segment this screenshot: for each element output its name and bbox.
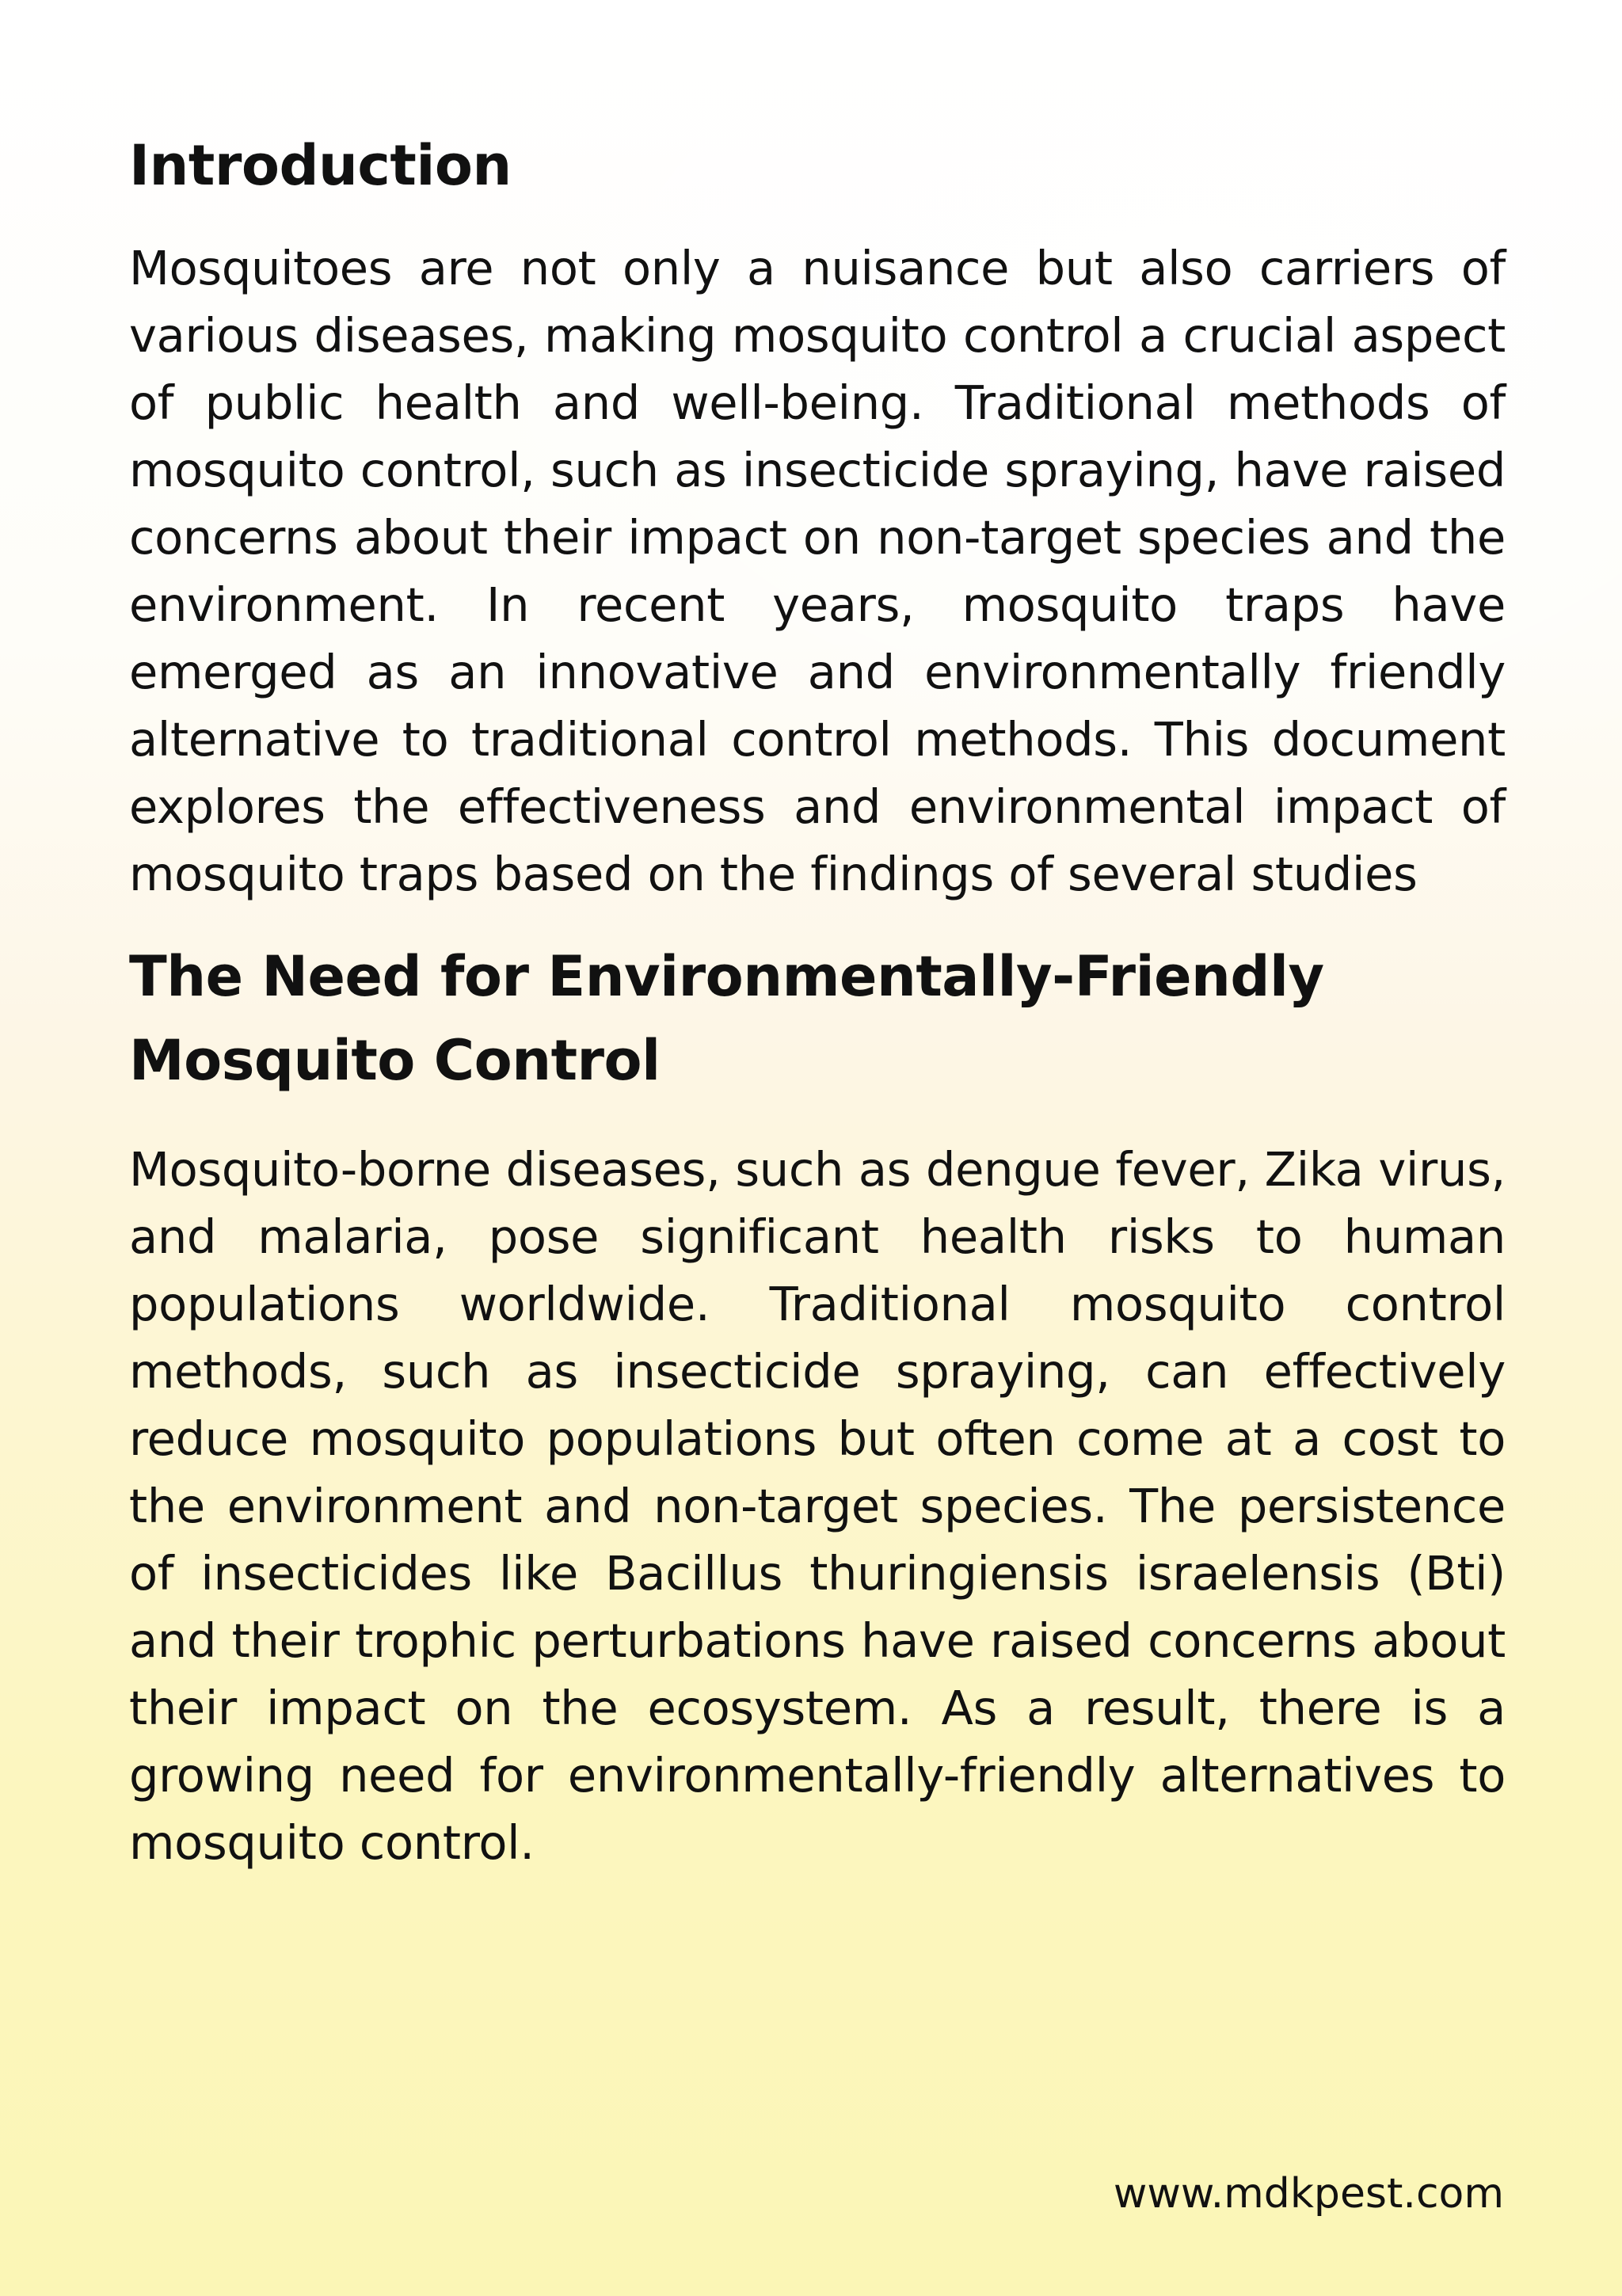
section-body-environmental-need: Mosquito-borne diseases, such as dengue fever, Zika virus, and malaria, pose significant health risks to human populations worldwide. Traditional mosquito control methods, such as insecticide spraying, can effectively reduce mosquito populations but often come at a cost to the environment and non-target species. The persistence of insecticides like Bacillus thuringiensis israelensis (Bti) and their trophic perturbations have raised concerns about their impact on the ecosystem. As a result, there is a growing need for environmentally-friendly alternatives to mosquito control. [129, 1142, 1506, 1870]
section-body-introduction: Mosquitoes are not only a nuisance but also carriers of various diseases, making mosquito control a crucial aspect of public health and well-being. Traditional methods of mosquito control, such as insecticide spraying, have raised concerns about their impact on non-target species and the environment. In recent years, mosquito traps have emerged as an innovative and environmentally friendly alternative to traditional control methods. This document explores the effectiveness and environmental impact of mosquito traps based on the findings of several studies [129, 241, 1506, 901]
footer-website-link[interactable]: www.mdkpest.com [1113, 2170, 1504, 2218]
section-heading-introduction: Introduction [129, 133, 512, 198]
document-page [129, 119, 1506, 1876]
section-heading-environmental-need: The Need for Environmentally-Friendly Mosquito Control [129, 944, 1324, 1093]
